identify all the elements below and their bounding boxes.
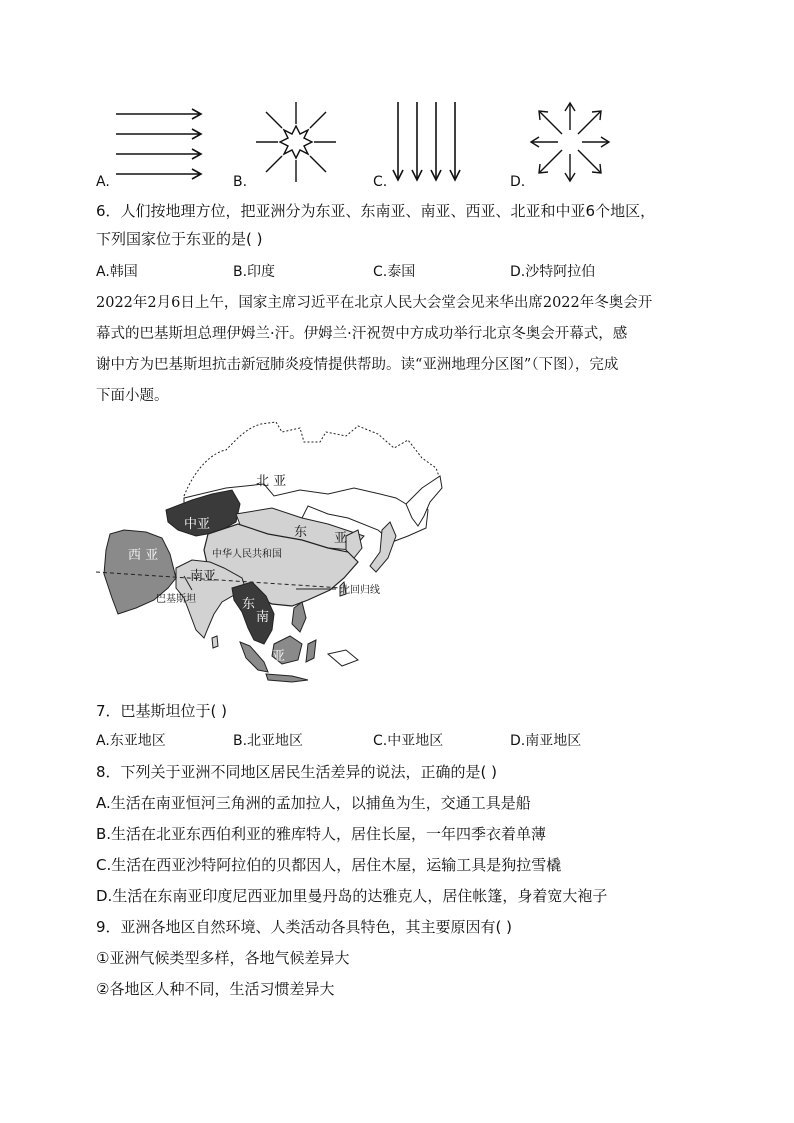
q9-stem: 9．亚洲各地区自然环境、人类活动各具特色，其主要原因有( ) (96, 918, 513, 936)
sri-lanka (212, 636, 218, 648)
q6-option-d: D.沙特阿拉伯 (510, 264, 596, 280)
q5-option-c-label: C. (373, 174, 388, 190)
parallel-right-arrows-icon (112, 104, 208, 188)
q8-option-b: B.生活在北亚东西伯利亚的雅库特人，居住长屋，一年四季衣着单薄 (96, 825, 547, 843)
parallel-down-arrows-icon (390, 100, 466, 184)
passage-line2: 幕式的巴基斯坦总理伊姆兰·汗。伊姆兰·汗祝贺中方成功举行北京冬奥会开幕式，感 (96, 326, 628, 342)
label-southeast-1: 东 (242, 597, 256, 612)
passage-line1: 2022年2月6日上午，国家主席习近平在北京人民大会堂会见来华出席2022年冬奥会开 (96, 295, 653, 311)
q6-option-b: B.印度 (233, 264, 276, 280)
q8-option-d: D.生活在东南亚印度尼西亚加里曼丹岛的达雅克人，居住帐篷，身着宽大袍子 (96, 887, 608, 905)
radiating-sun-icon (254, 100, 338, 184)
q7-option-d: D.南亚地区 (510, 733, 582, 749)
q5-option-a-label: A. (96, 174, 110, 190)
q6-option-c: C.泰国 (373, 264, 416, 280)
q8-stem: 8．下列关于亚洲不同地区居民生活差异的说法，正确的是( ) (96, 763, 498, 781)
passage-line3: 谢中方为巴基斯坦抗击新冠肺炎疫情提供帮助。读“亚洲地理分区图”（下图），完成 (96, 357, 619, 373)
q7-option-c: C.中亚地区 (373, 733, 444, 749)
label-west-asia: 西 亚 (128, 548, 159, 563)
label-east-asia-1: 东 (294, 525, 308, 540)
q6-stem-line2: 下列国家位于东亚的是( ) (96, 230, 263, 248)
q5-option-d-label: D. (510, 174, 526, 190)
q8-option-c: C.生活在西亚沙特阿拉伯的贝都因人，居住木屋，运输工具是狗拉雪橇 (96, 856, 562, 874)
japan (370, 522, 396, 572)
q6-stem-line1: 6．人们按地理方位，把亚洲分为东亚、东南亚、南亚、西亚、北亚和中亚6个地区， (96, 202, 656, 220)
q8-option-a: A.生活在南亚恒河三角洲的孟加拉人，以捕鱼为生，交通工具是船 (96, 794, 531, 812)
label-china: 中华人民共和国 (212, 549, 282, 560)
label-north-asia: 北 亚 (256, 474, 287, 489)
q7-option-a: A.东亚地区 (96, 733, 166, 749)
asia-region-map (96, 418, 446, 684)
q5-option-b-label: B. (233, 174, 248, 190)
label-south-asia: 南亚 (190, 569, 217, 584)
label-central-asia: 中亚 (184, 517, 211, 532)
new-guinea (328, 650, 358, 666)
sumatra (240, 642, 268, 672)
label-east-asia-2: 亚 (334, 531, 348, 546)
arctic-coast (184, 422, 441, 496)
label-southeast-3: 亚 (272, 649, 286, 664)
sulawesi (306, 640, 316, 662)
q7-stem: 7．巴基斯坦位于( ) (96, 702, 228, 720)
q9-item-1: ①亚洲气候类型多样，各地气候差异大 (96, 949, 350, 967)
q9-item-2: ②各地区人种不同，生活习惯差异大 (96, 980, 335, 998)
outward-arrows-icon (528, 100, 612, 184)
java (266, 674, 308, 682)
label-tropic-of-cancer: 北回归线 (340, 585, 380, 596)
label-southeast-2: 南 (256, 610, 270, 625)
q7-option-b: B.北亚地区 (233, 733, 304, 749)
label-pakistan: 巴基斯坦 (156, 594, 196, 605)
philippines (292, 602, 306, 632)
q6-option-a: A.韩国 (96, 264, 138, 280)
passage-line4: 下面小题。 (96, 388, 169, 404)
